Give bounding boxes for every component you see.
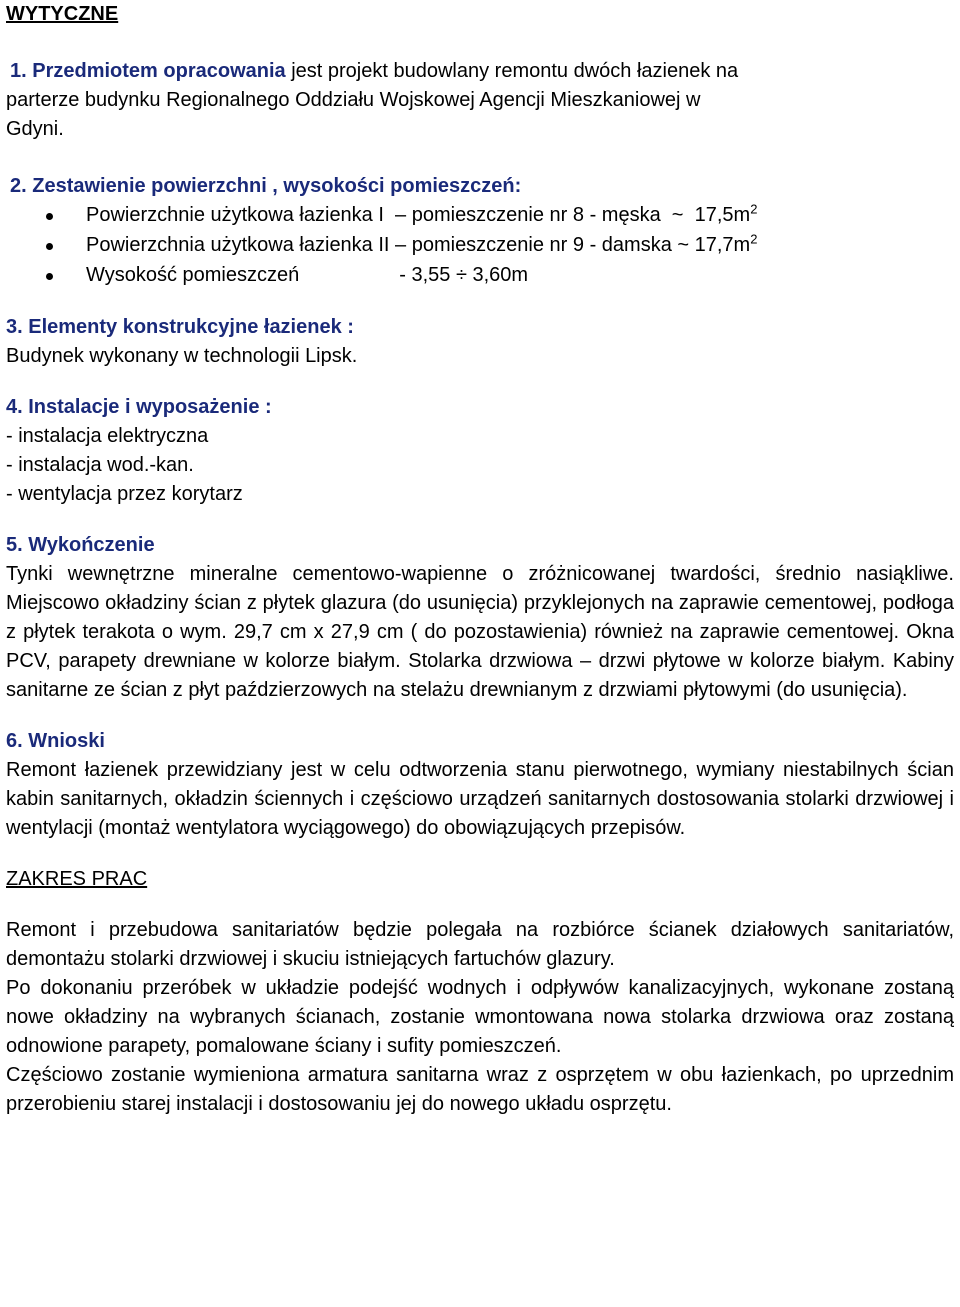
section-3	[6, 313, 954, 371]
section-6-text: Remont łazienek przewidziany jest w celu odtworzenia stanu pierwotnego, wymiany niestabilnych ścian kabin sanitarnych, okładzin ściennych i częściowo urządzeń sanitarnych dostosowania stolarki drzwiowej i wentylacji (montaż wentylatora wyciągowego) do obowiązujących przepisów.	[6, 759, 954, 839]
scope-paragraph-2: Po dokonaniu przeróbek w układzie podejść wodnych i odpływów kanalizacyjnych, wykonane zostaną nowe okładziny na wybranych ścianach, zostanie wmontowana nowa stolarka drzwiowa oraz zostaną odnowione parapety, pomalowane ściany i sufity pomieszczeń.	[6, 977, 954, 1057]
bullet-icon	[46, 243, 53, 250]
section-5	[6, 531, 954, 705]
section-3-text: Budynek wykonany w technologii Lipsk.	[6, 345, 358, 367]
section-4	[6, 393, 954, 509]
section-5-text: Tynki wewnętrzne mineralne cementowo-wapienne o zróżnicowanej twardości, średnio nasiąkliwe. Miejscowo okładziny ścian z płytek glazura (do usunięcia) przyklejonych na zaprawie cementowej, podłoga z płytek terakota o wym. 29,7 cm x 27,9 cm ( do pozostawienia) również na zaprawie cementowej. Okna PCV, parapety drewniane w kolorze białym. Stolarka drzwiowa – drzwi płytowe w kolorze białym. Kabiny sanitarne ze ścian z płyt paździerzowych na stelażu drewnianym z drzwiami płytowymi (do usunięcia).	[6, 563, 954, 701]
section-2-number: 2.	[10, 175, 27, 197]
section-6-heading: 6. Wnioski	[6, 730, 105, 752]
section-1-line-1	[6, 57, 954, 86]
document-page	[6, 0, 954, 1119]
list-item: Powierzchnie użytkowa łazienka I – pomieszczenie nr 8 - męska ~ $17,5m^2$	[46, 201, 954, 231]
section-6	[6, 727, 954, 843]
area-list	[6, 201, 954, 291]
section-4-heading: 4. Instalacje i wyposażenie :	[6, 396, 272, 418]
section-2-heading	[6, 172, 954, 201]
list-item: - instalacja elektryczna	[6, 425, 209, 447]
bullet-icon	[46, 273, 53, 280]
list-item: Wysokość pomieszczeń - 3,55 ÷ 3,60m	[46, 261, 954, 291]
list-item: Powierzchnia użytkowa łazienka II – pomieszczenie nr 9 - damska ~ $17,7m^2$	[46, 231, 954, 261]
section-2-title: Zestawienie powierzchni , wysokości pomieszczeń:	[32, 175, 522, 197]
section-5-heading: 5. Wykończenie	[6, 534, 155, 556]
scope-heading: ZAKRES PRAC	[6, 868, 148, 890]
section-1	[6, 57, 954, 144]
scope-paragraph-3: Częściowo zostanie wymieniona armatura sanitarna wraz z osprzętem w obu łazienkach, po uprzednim przerobieniu starej instalacji i dostosowaniu jej do nowego układu osprzętu.	[6, 1064, 954, 1115]
section-3-heading: 3. Elementy konstrukcyjne łazienek :	[6, 316, 354, 338]
section-2	[6, 172, 954, 291]
scope-paragraph-1: Remont i przebudowa sanitariatów będzie polegała na rozbiórce ścianek działowych sanitariatów, demontażu stolarki drzwiowej i skuciu istniejących fartuchów glazury.	[6, 919, 954, 970]
list-item: - instalacja wod.-kan.	[6, 454, 194, 476]
section-1-line-2: parterze budynku Regionalnego Oddziału Wojskowej Agencji Mieszkaniowej w	[6, 89, 701, 111]
bullet-icon	[46, 213, 53, 220]
list-item: - wentylacja przez korytarz	[6, 483, 243, 505]
section-1-heading: Przedmiotem opracowania	[32, 60, 286, 82]
scope-section	[6, 865, 954, 1119]
section-1-line-3: Gdyni.	[6, 118, 64, 140]
section-1-text: jest projekt budowlany remontu dwóch łazienek na	[285, 60, 739, 82]
document-title: WYTYCZNE	[6, 3, 119, 25]
section-1-number: 1.	[10, 60, 27, 82]
